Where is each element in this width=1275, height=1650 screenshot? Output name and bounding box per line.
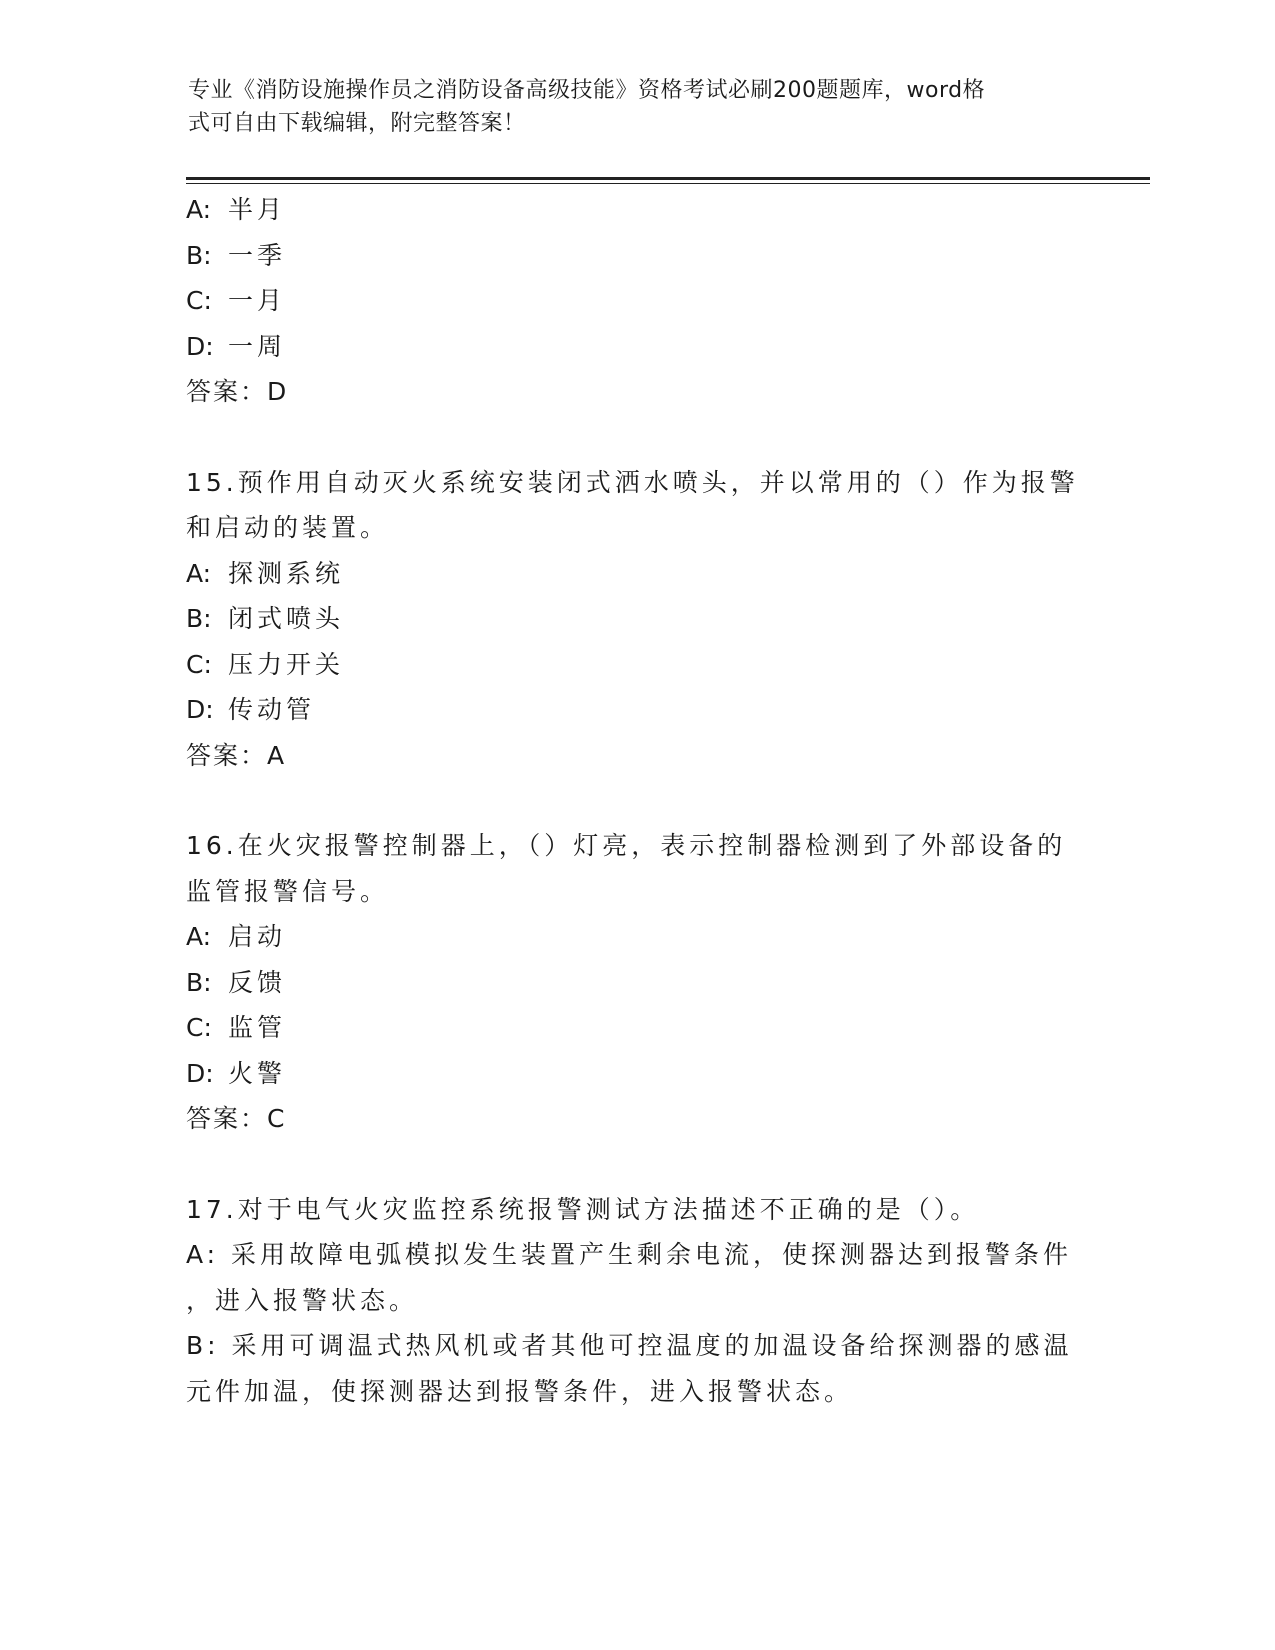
option-text: 一月 — [228, 286, 287, 315]
option-letter: B: — [186, 240, 212, 270]
option-letter: A: — [186, 558, 212, 588]
question-15 — [186, 460, 1086, 779]
option-a-line-2: ，进入报警状态。 — [186, 1285, 419, 1315]
spacer — [186, 415, 1086, 460]
option-text: 一周 — [228, 331, 287, 361]
option-text: 火警 — [228, 1058, 287, 1088]
option-d — [186, 324, 1086, 370]
spacer — [186, 1142, 1086, 1187]
option-a-line-1: A: 采用故障电弧模拟发生装置产生剩余电流，使探测器达到报警条件 — [186, 1240, 1073, 1269]
option-letter: B: — [186, 967, 212, 997]
option-letter: D: — [186, 1058, 214, 1088]
option-b — [186, 233, 1086, 279]
option-b — [186, 960, 1086, 1006]
question-text-line-1: 16.在火灾报警控制器上，（）灯亮，表示控制器检测到了外部设备的 — [186, 831, 1067, 860]
option-letter: C: — [186, 1013, 212, 1042]
answer: 答案：A — [186, 740, 287, 770]
option-a — [186, 187, 1086, 233]
spacer — [186, 778, 1086, 823]
header-rule-thin — [186, 183, 1150, 184]
option-letter: B: — [186, 604, 212, 633]
question-text-line-1: 17.对于电气火灾监控系统报警测试方法描述不正确的是（）。 — [186, 1194, 980, 1224]
option-d — [186, 1051, 1086, 1097]
question-16 — [186, 823, 1086, 1142]
answer: 答案：D — [186, 377, 289, 406]
option-text: 启动 — [228, 922, 287, 951]
document-body — [186, 187, 1086, 1414]
question-14 — [186, 187, 1086, 415]
option-b — [186, 596, 1086, 642]
question-text-line-2: 和启动的装置。 — [186, 513, 390, 542]
option-text: 一季 — [228, 240, 287, 270]
option-a — [186, 914, 1086, 960]
option-c — [186, 642, 1086, 688]
option-text: 监管 — [228, 1013, 287, 1042]
option-letter: D: — [186, 331, 214, 361]
option-text: 探测系统 — [228, 558, 345, 588]
option-text: 反馈 — [228, 967, 287, 997]
option-c — [186, 1005, 1086, 1051]
option-c — [186, 278, 1086, 324]
option-text: 闭式喷头 — [228, 604, 345, 633]
question-text-line-2: 监管报警信号。 — [186, 876, 390, 906]
option-letter: A: — [186, 195, 212, 224]
header-rule-thick — [186, 177, 1150, 180]
option-text: 压力开关 — [228, 649, 345, 679]
option-text: 传动管 — [228, 695, 316, 724]
option-text: 半月 — [228, 195, 287, 224]
option-letter: C: — [186, 649, 212, 679]
option-b-line-2: 元件加温，使探测器达到报警条件，进入报警状态。 — [186, 1376, 854, 1406]
header-title-line-2: 式可自由下载编辑，附完整答案！ — [188, 111, 526, 136]
question-text-line-1: 15.预作用自动灭火系统安装闭式洒水喷头，并以常用的（）作为报警 — [186, 467, 1079, 497]
option-letter: A: — [186, 922, 212, 951]
page-header — [188, 74, 1068, 140]
header-title-line-1: 专业《消防设施操作员之消防设备高级技能》资格考试必刷200题题库，word格 — [188, 78, 986, 103]
option-d — [186, 687, 1086, 733]
question-17 — [186, 1187, 1086, 1415]
option-letter: D: — [186, 695, 214, 724]
option-a — [186, 551, 1086, 597]
option-b-line-1: B: 采用可调温式热风机或者其他可控温度的加温设备给探测器的感温 — [186, 1331, 1073, 1360]
answer: 答案：C — [186, 1104, 287, 1133]
option-letter: C: — [186, 286, 212, 315]
